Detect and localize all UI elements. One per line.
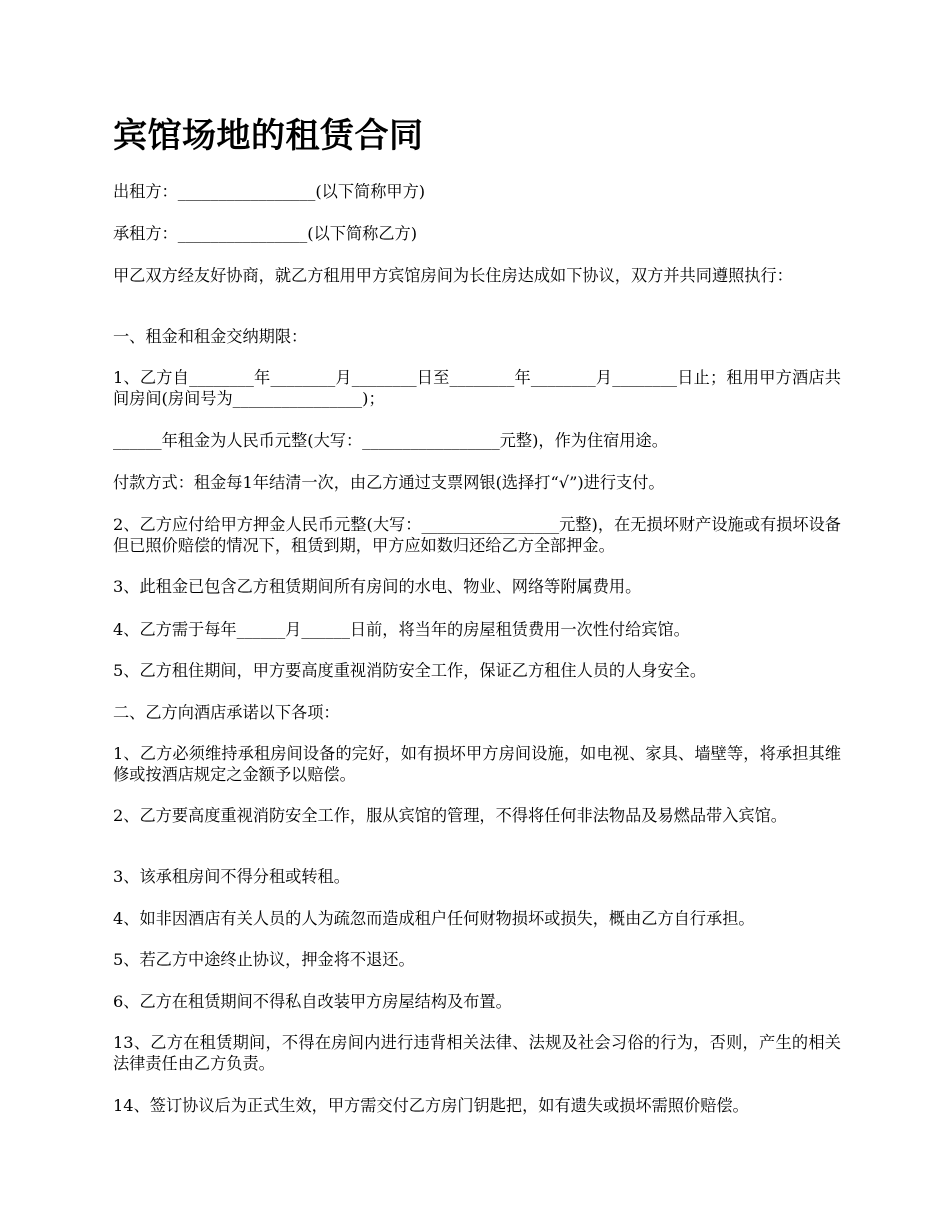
commitment-keys: 14、签订协议后为正式生效，甲方需交付乙方房门钥匙把，如有遗失或损坏需照价赔偿。	[113, 1096, 749, 1115]
section-heading-commitments: 二、乙方向酒店承诺以下各项：	[113, 703, 340, 722]
document-title: 宾馆场地的租赁合同	[113, 116, 424, 156]
commitment-early-termination: 5、若乙方中途终止协议，押金将不退还。	[113, 950, 415, 969]
clause-payment-deadline: 4、乙方需于每年______月______日前，将当年的房屋租赁费用一次性付给宾馆。	[113, 620, 690, 639]
clause-deposit: 2、乙方应付给甲方押金人民币元整(大写：_________________元整)，在无损坏财产设施或有损坏设备但已照价赔偿的情况下，租赁到期，甲方应如数归还给乙方全部押金。	[113, 515, 841, 555]
lessor-line: 出租方：_________________(以下简称甲方)	[113, 182, 426, 201]
commitment-equipment: 1、乙方必须维持承租房间设备的完好，如有损坏甲方房间设施，如电视、家具、墙壁等，将承担其维修或按酒店规定之金额予以赔偿。	[113, 744, 841, 784]
clause-fire-safety-lessor: 5、乙方租住期间，甲方要高度重视消防安全工作，保证乙方租住人员的人身安全。	[113, 661, 707, 680]
commitment-no-sublet: 3、该承租房间不得分租或转租。	[113, 867, 350, 886]
lessee-line: 承租方：________________(以下简称乙方)	[113, 224, 418, 243]
clause-payment-method: 付款方式：租金每1年结清一次，由乙方通过支票网银(选择打“√”)进行支付。	[113, 473, 665, 492]
commitment-no-modification: 6、乙方在租赁期间不得私自改装甲方房屋结构及布置。	[113, 992, 512, 1011]
section-heading-rent: 一、租金和租金交纳期限：	[113, 327, 308, 346]
commitment-fire-safety: 2、乙方要高度重视消防安全工作，服从宾馆的管理，不得将任何非法物品及易燃品带入宾馆。	[113, 806, 787, 825]
commitment-legal-compliance: 13、乙方在租赁期间，不得在房间内进行违背相关法律、法规及社会习俗的行为，否则，产生的相关法律责任由乙方负责。	[113, 1033, 841, 1073]
clause-rent-term: 1、乙方自________年________月________日至________年________月________日止；租用甲方酒店共间房间(房间号为________________)；	[113, 368, 841, 408]
clause-annual-rent: ______年租金为人民币元整(大写：_________________元整)，作为住宿用途。	[113, 431, 668, 450]
preamble-paragraph: 甲乙双方经友好协商，就乙方租用甲方宾馆房间为长住房达成如下协议，双方并共同遵照执行：	[113, 266, 793, 285]
clause-included-fees: 3、此租金已包含乙方租赁期间所有房间的水电、物业、网络等附属费用。	[113, 577, 642, 596]
commitment-loss-liability: 4、如非因酒店有关人员的人为疏忽而造成租户任何财物损坏或损失，概由乙方自行承担。	[113, 909, 755, 928]
